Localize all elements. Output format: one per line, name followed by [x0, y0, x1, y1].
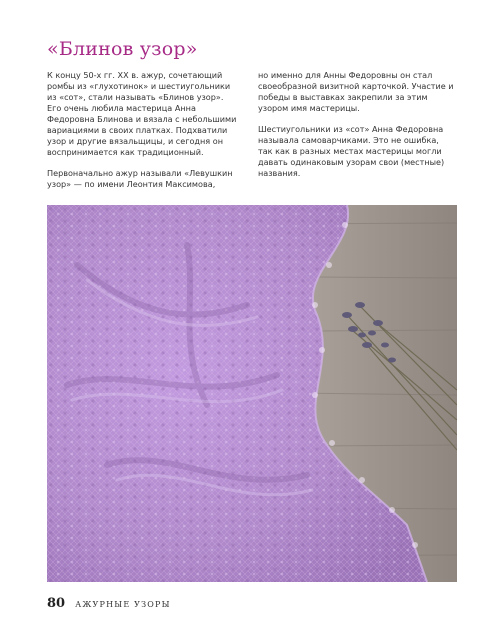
- shawl-photo-illustration: [47, 205, 457, 582]
- paragraph: К концу 50-х гг. XX в. ажур, сочетающий ромбы из «глухотинок» и шестиугольники из «сот», стали называть «Блинов узор». Его очень любила мастерица Анна Федоровна Блинова и вязала с небольшими вариациями в своих платках. Подхватили узор и другие вязальщицы, и сегодня он воспринимается как традиционный.: [47, 70, 237, 157]
- page-title: «Блинов узор»: [47, 38, 198, 60]
- text-column-left: [47, 70, 237, 200]
- page-number: 80: [47, 596, 66, 611]
- page-footer: [47, 596, 171, 611]
- paragraph: Первоначально ажур называли «Левушкин узор» — по имени Леонтия Максимова,: [47, 168, 233, 189]
- paragraph: но именно для Анны Федоровны он стал своеобразной визитной карточкой. Участие и победы в выставках закрепили за этим узором имя мастерицы.: [258, 70, 454, 113]
- shawl-photo: [47, 205, 457, 582]
- section-name: АЖУРНЫЕ УЗОРЫ: [75, 600, 171, 609]
- paragraph: Шестиугольники из «сот» Анна Федоровна называла самоварчиками. Это не ошибка, так как в разных местах мастерицы могли давать одинаковым узорам свои (местные) названия.: [258, 124, 445, 178]
- text-column-right: [258, 70, 454, 189]
